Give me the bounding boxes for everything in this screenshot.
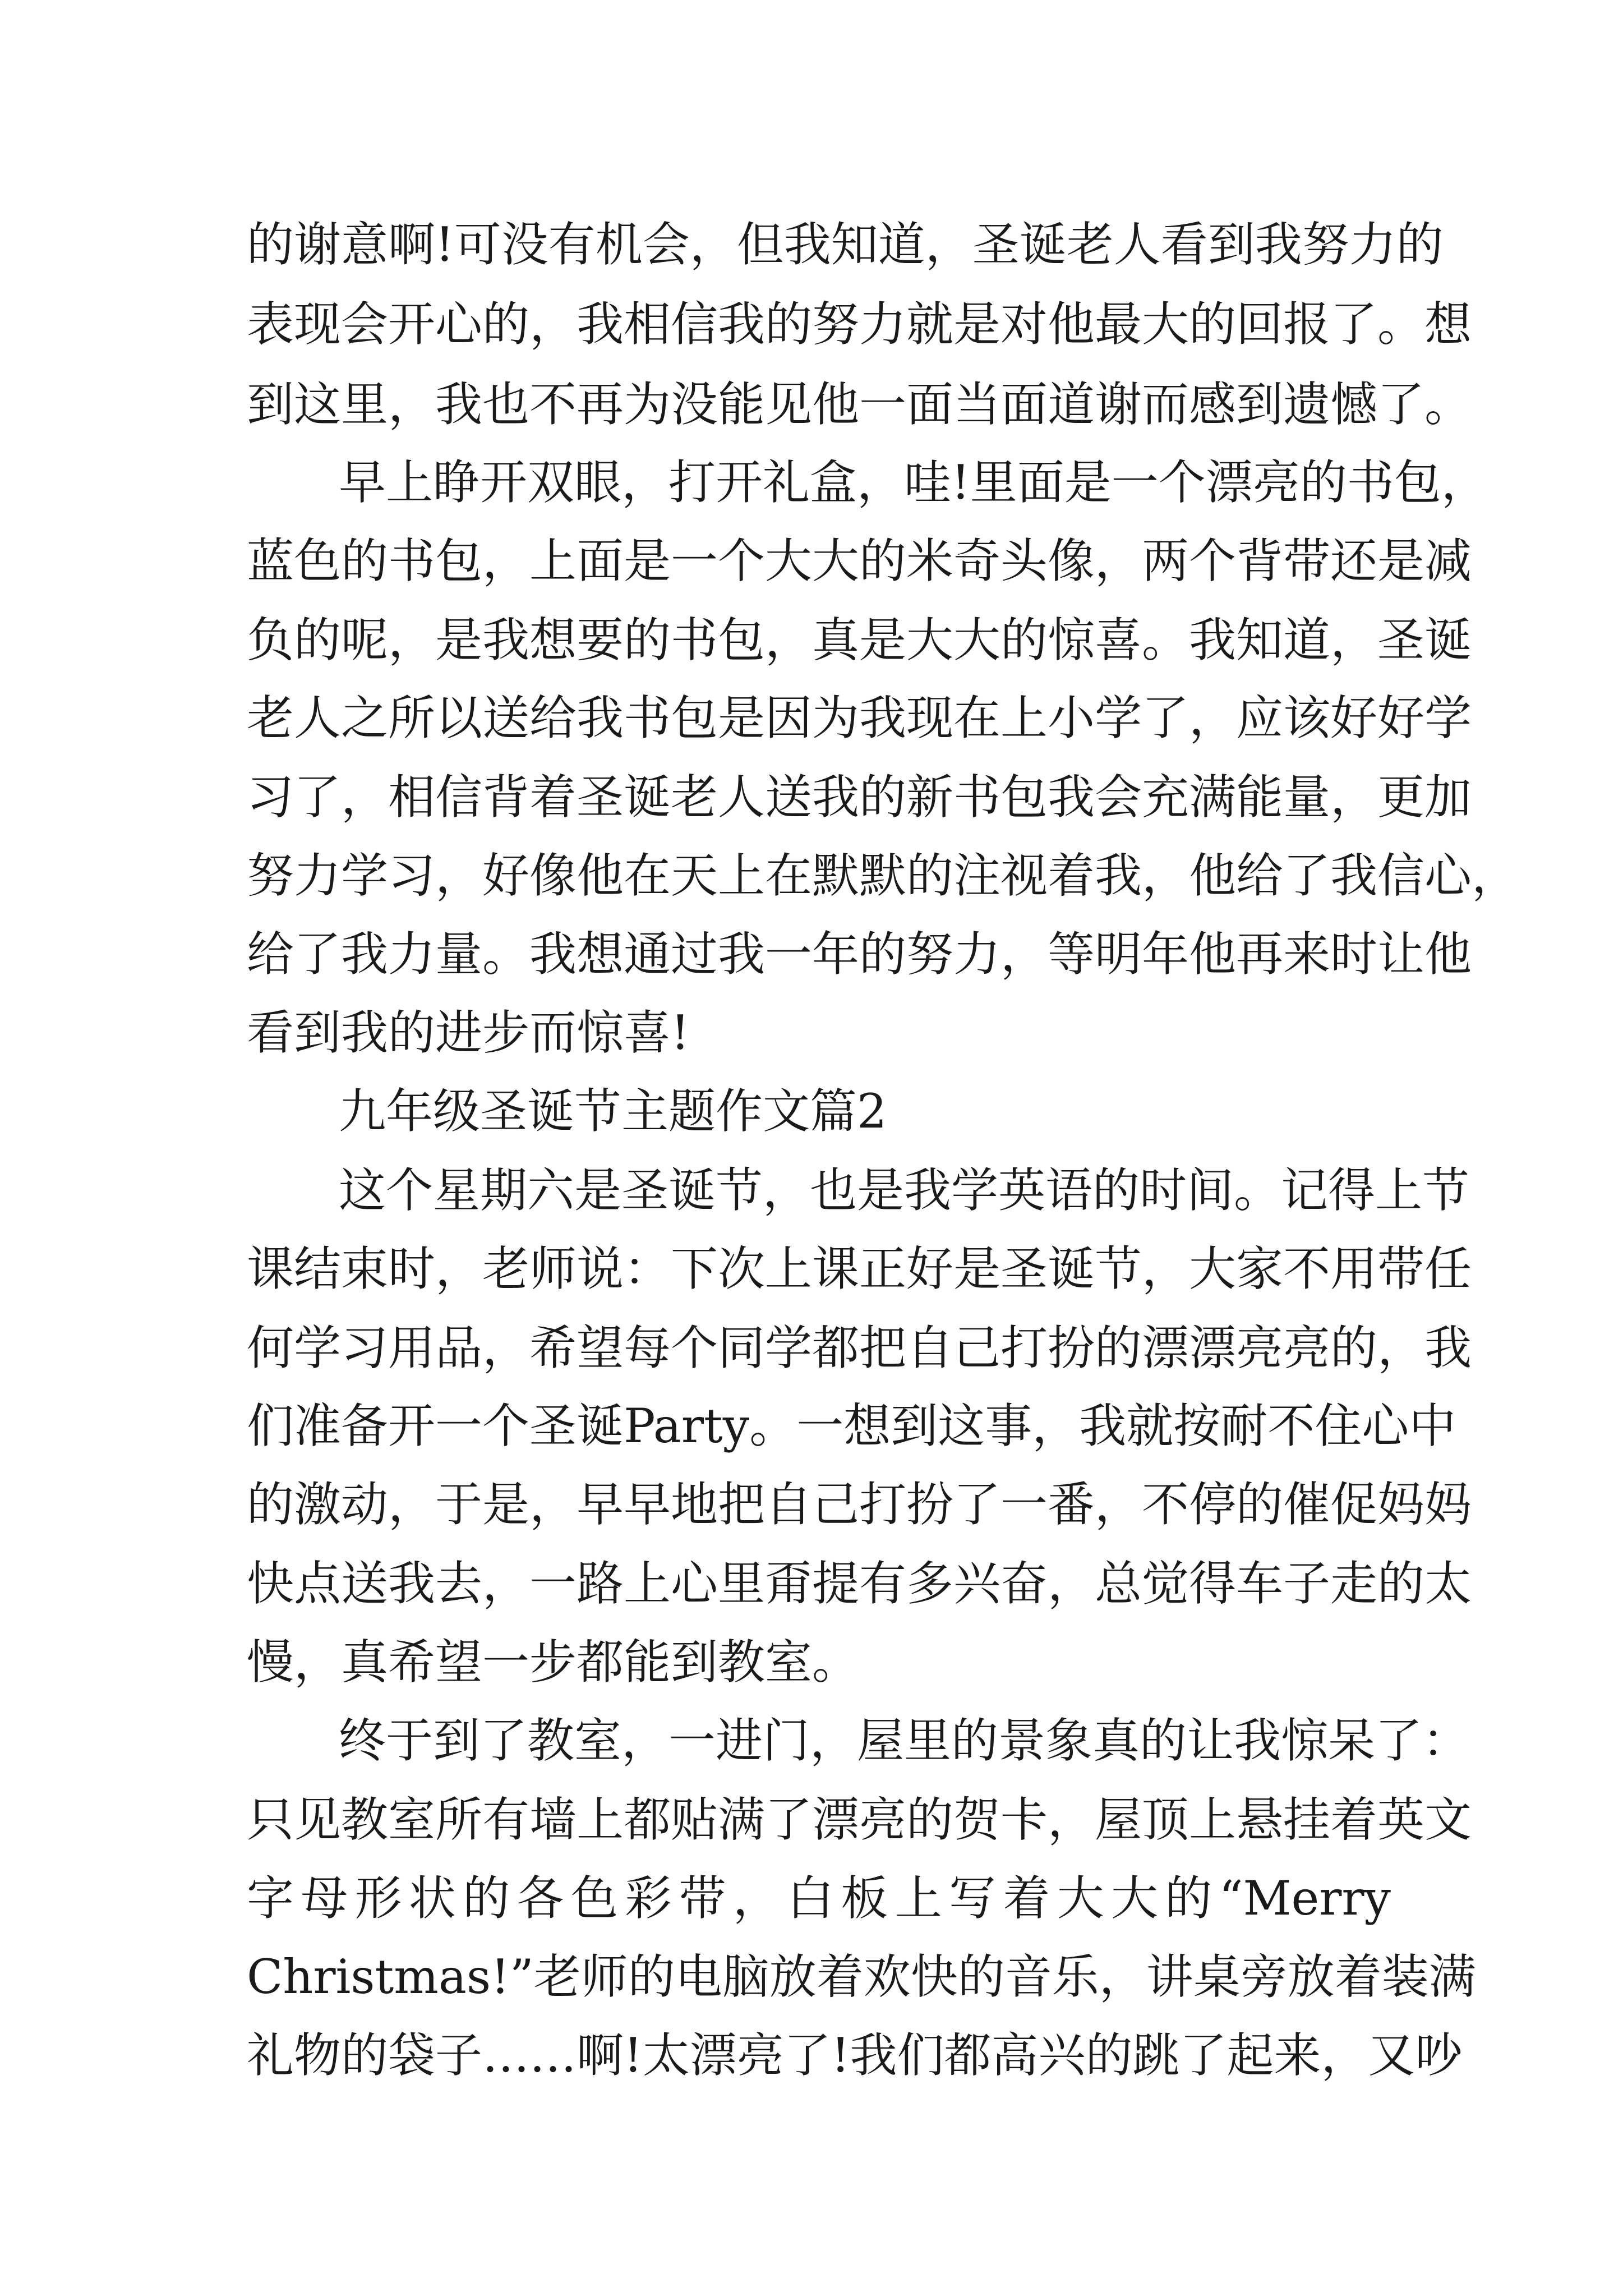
text-line: 们准备开一个圣诞Party。一想到这事，我就按耐不住心中 [247, 1398, 1456, 1453]
text-line: 老人之所以送给我书包是因为我现在上小学了，应该好好学 [247, 691, 1472, 746]
text-line: 给了我力量。我想通过我一年的努力，等明年他再来时让他 [247, 927, 1472, 982]
text-line: 负的呢，是我想要的书包，真是大大的惊喜。我知道，圣诞 [247, 613, 1472, 668]
text-line: 到这里，我也不再为没能见他一面当面道谢而感到遗憾了。 [247, 377, 1472, 432]
paragraph-start-line: 这个星期六是圣诞节，也是我学英语的时间。记得上节 [339, 1163, 1470, 1218]
text-line: 课结束时，老师说：下次上课正好是圣诞节，大家不用带任 [247, 1241, 1472, 1296]
text-line: 何学习用品，希望每个同学都把自己打扮的漂漂亮亮的，我 [247, 1320, 1472, 1375]
text-line: 礼物的袋子……啊!太漂亮了!我们都高兴的跳了起来，又吵 [247, 2028, 1463, 2083]
text-line: 努力学习，好像他在天上在默默的注视着我，他给了我信心， [247, 848, 1519, 903]
text-line: 表现会开心的，我相信我的努力就是对他最大的回报了。想 [247, 297, 1472, 352]
text-line: 只见教室所有墙上都贴满了漂亮的贺卡，屋顶上悬挂着英文 [247, 1792, 1472, 1847]
text-line: 快点送我去，一路上心里甭提有多兴奋，总觉得车子走的太 [247, 1556, 1472, 1611]
text-line: 的谢意啊!可没有机会，但我知道，圣诞老人看到我努力的 [247, 217, 1444, 272]
text-line: 字母形状的各色彩带，白板上写着大大的“Merry [247, 1871, 1391, 1926]
text-line: 慢，真希望一步都能到教室。 [247, 1635, 860, 1690]
paragraph-start-line: 早上睁开双眼，打开礼盒，哇!里面是一个漂亮的书包， [339, 455, 1488, 510]
text-line: 的激动，于是，早早地把自己打扮了一番，不停的催促妈妈 [247, 1477, 1472, 1532]
paragraph-start-line: 终于到了教室，一进门，屋里的景象真的让我惊呆了： [339, 1713, 1470, 1768]
text-line: 蓝色的书包，上面是一个大大的米奇头像，两个背带还是减 [247, 533, 1472, 588]
text-line: 看到我的进步而惊喜! [247, 1005, 690, 1060]
section-heading: 九年级圣诞节主题作文篇2 [339, 1084, 887, 1139]
text-line: Christmas!”老师的电脑放着欢快的音乐，讲桌旁放着装满 [247, 1949, 1476, 2004]
text-line: 习了，相信背着圣诞老人送我的新书包我会充满能量，更加 [247, 770, 1472, 825]
